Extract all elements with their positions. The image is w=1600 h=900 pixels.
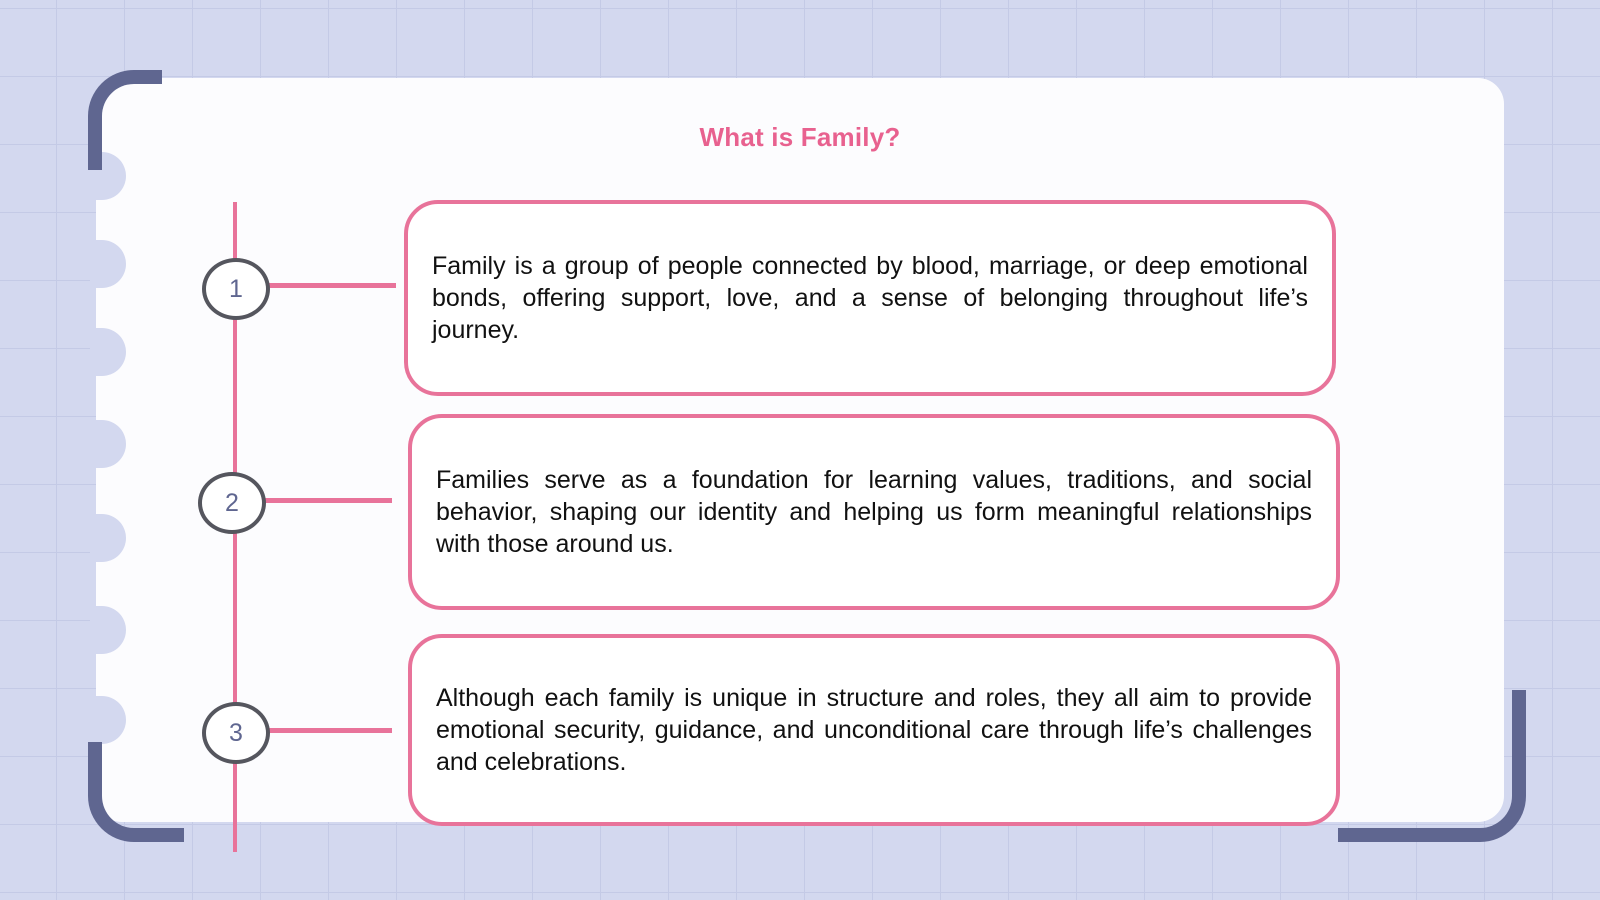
- step-number: 1: [229, 274, 243, 303]
- step-marker-1: [202, 258, 270, 320]
- step-marker-3: [202, 702, 270, 764]
- info-card-text: Families serve as a foundation for learning values, traditions, and social behavior, shaping our identity and helping us form meaningful relationships with those around us.: [436, 466, 1312, 558]
- step-number: 3: [229, 718, 243, 747]
- info-card-text: Although each family is unique in structure and roles, they all aim to provide emotional security, guidance, and unconditional care through life’s challenges and celebrations.: [436, 684, 1312, 776]
- frame-corner-bottom-left: [88, 742, 184, 842]
- frame-corner-bottom-right: [1338, 690, 1526, 842]
- frame-corner-top-left: [88, 70, 162, 170]
- step-connector: [266, 283, 396, 288]
- info-card-3: [408, 634, 1340, 826]
- step-marker-2: [198, 472, 266, 534]
- info-card-text: Family is a group of people connected by blood, marriage, or deep emotional bonds, offering support, love, and a sense of belonging throughout life’s journey.: [432, 252, 1308, 344]
- info-card-2: [408, 414, 1340, 610]
- step-connector: [266, 728, 392, 733]
- step-connector: [262, 498, 392, 503]
- info-card-1: [404, 200, 1336, 396]
- step-number: 2: [225, 488, 239, 517]
- page-title: What is Family?: [699, 122, 901, 152]
